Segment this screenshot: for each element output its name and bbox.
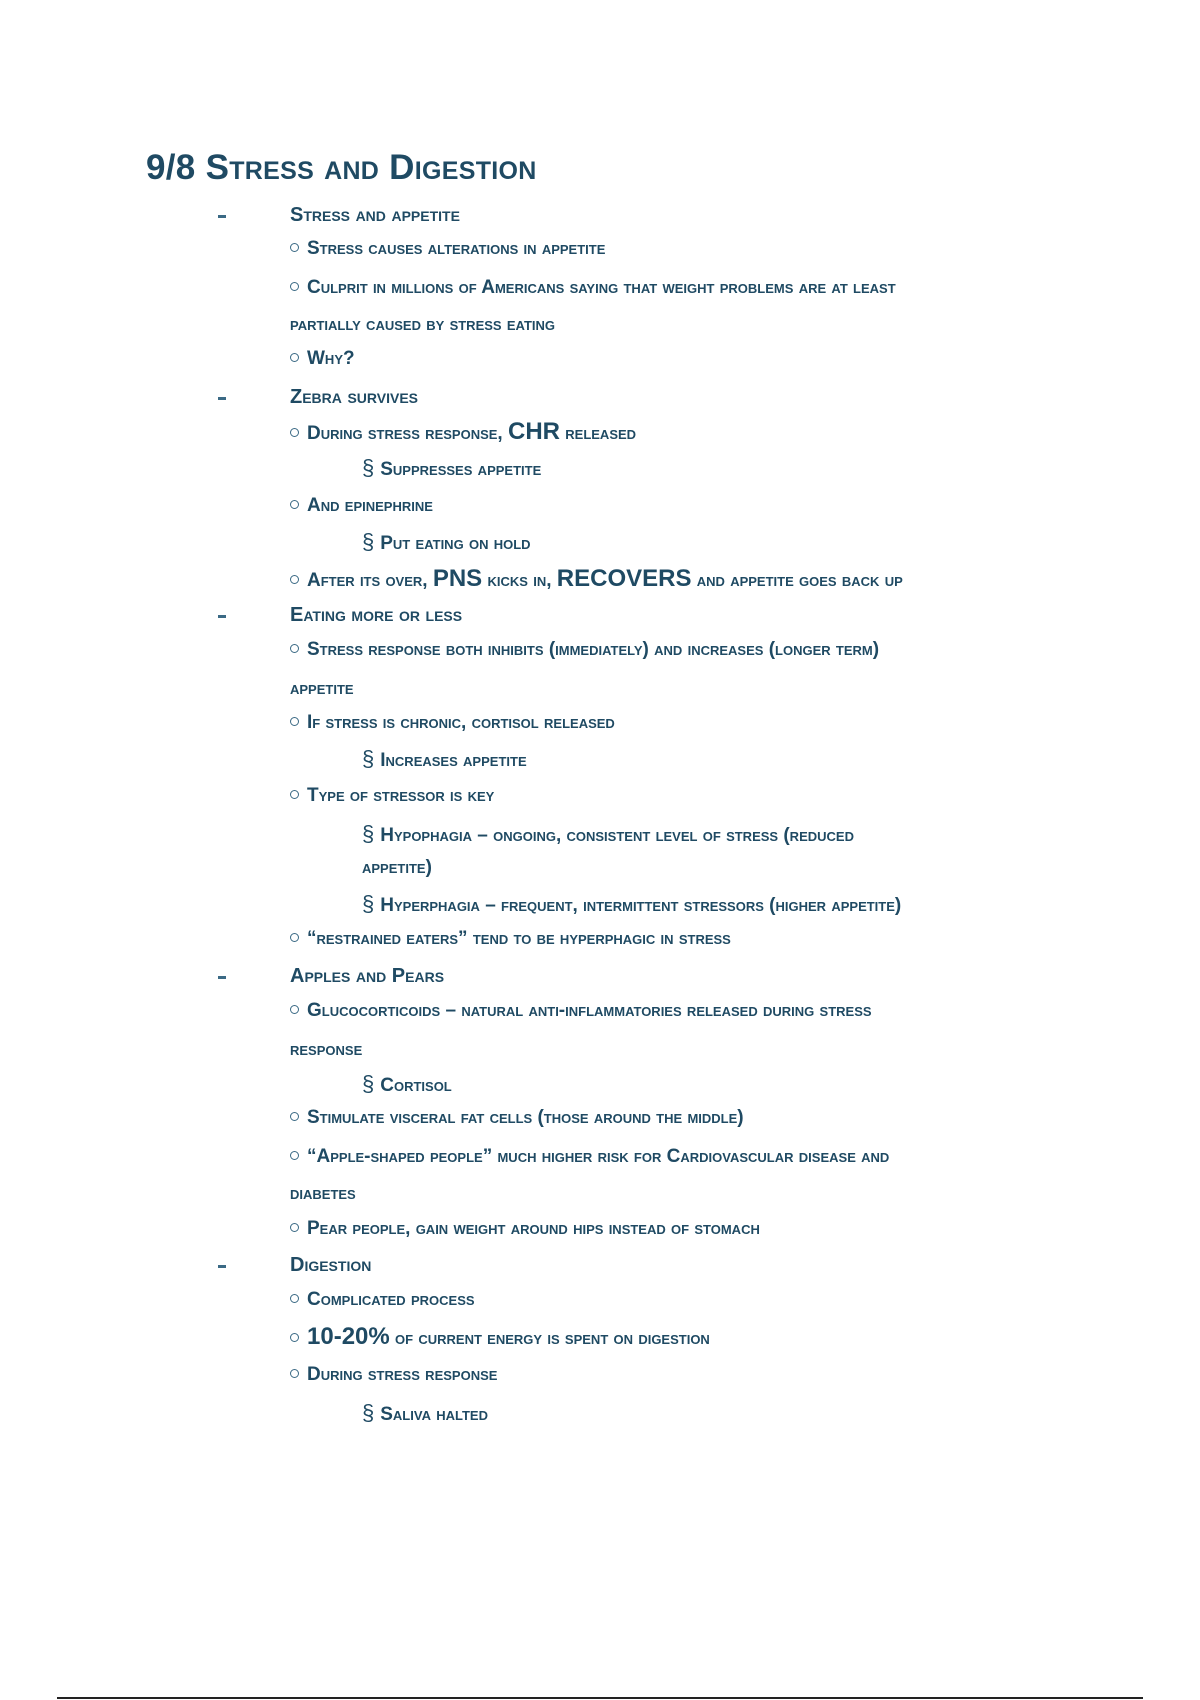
section-sign-icon: § — [362, 1071, 375, 1096]
dash-bullet — [218, 397, 226, 400]
circle-bullet-icon — [290, 1151, 299, 1160]
circle-bullet-icon — [290, 500, 299, 509]
footer-rule — [57, 1697, 1143, 1699]
sub-bullet-item: § Hyperphagia – frequent, intermittent stressors (higher appetite) — [362, 891, 902, 916]
dash-bullet — [218, 615, 226, 618]
section-sign-icon: § — [362, 746, 375, 771]
section-sign-icon: § — [362, 891, 375, 916]
bullet-item: Type of stressor is key — [290, 784, 494, 808]
section-sign-icon: § — [362, 529, 375, 554]
bullet-item: If stress is chronic, cortisol released — [290, 711, 615, 735]
circle-bullet-icon — [290, 644, 299, 653]
dash-bullet — [218, 976, 226, 979]
bullet-item: Pear people, gain weight around hips instead of stomach — [290, 1217, 760, 1241]
section-sign-icon: § — [362, 1400, 375, 1425]
sub-bullet-item: § Increases appetite — [362, 746, 527, 771]
section-heading: Stress and appetite — [290, 204, 460, 226]
bullet-item: During stress response — [290, 1363, 497, 1387]
circle-bullet-icon — [290, 282, 299, 291]
sub-bullet-item: § Hypophagia – ongoing, consistent level of stress (reduced — [362, 821, 854, 846]
section-heading: Apples and Pears — [290, 965, 445, 987]
sub-bullet-continuation: appetite) — [362, 857, 432, 878]
bullet-item: Culprit in millions of Americans saying that weight problems are at least — [290, 276, 896, 300]
bullet-item: Stress causes alterations in appetite — [290, 237, 605, 261]
circle-bullet-icon — [290, 1333, 299, 1342]
page-title: 9/8 Stress and Digestion — [146, 148, 537, 187]
bullet-item: Stress response both inhibits (immediately) and increases (longer term) — [290, 638, 879, 662]
bullet-item: 10-20% of current energy is spent on digestion — [290, 1325, 710, 1351]
bullet-item: Why? — [290, 347, 355, 371]
circle-bullet-icon — [290, 717, 299, 726]
circle-bullet-icon — [290, 1005, 299, 1014]
bullet-continuation: diabetes — [290, 1183, 356, 1204]
bullet-item: During stress response, CHR released — [290, 420, 636, 446]
section-heading: Eating more or less — [290, 604, 463, 626]
circle-bullet-icon — [290, 790, 299, 799]
circle-bullet-icon — [290, 575, 299, 584]
circle-bullet-icon — [290, 243, 299, 252]
circle-bullet-icon — [290, 353, 299, 362]
circle-bullet-icon — [290, 1112, 299, 1121]
circle-bullet-icon — [290, 428, 299, 437]
section-heading: Digestion — [290, 1254, 372, 1276]
circle-bullet-icon — [290, 1223, 299, 1232]
section-heading: Zebra survives — [290, 386, 418, 408]
sub-bullet-item: § Cortisol — [362, 1071, 452, 1096]
bullet-continuation: response — [290, 1039, 363, 1060]
bullet-continuation: appetite — [290, 678, 354, 699]
bullet-item: And epinephrine — [290, 494, 433, 518]
dash-bullet — [218, 215, 226, 218]
sub-bullet-item: § Put eating on hold — [362, 529, 531, 554]
bullet-continuation: partially caused by stress eating — [290, 314, 556, 335]
bullet-item: After its over, PNS kicks in, RECOVERS and appetite goes back up — [290, 567, 903, 593]
section-sign-icon: § — [362, 821, 375, 846]
sub-bullet-item: § Saliva halted — [362, 1400, 488, 1425]
dash-bullet — [218, 1265, 226, 1268]
circle-bullet-icon — [290, 933, 299, 942]
circle-bullet-icon — [290, 1369, 299, 1378]
bullet-item: Glucocorticoids – natural anti-inflammatories released during stress — [290, 999, 872, 1023]
bullet-item: “Apple-shaped people” much higher risk for Cardiovascular disease and — [290, 1145, 889, 1169]
sub-bullet-item: § Suppresses appetite — [362, 455, 542, 480]
section-sign-icon: § — [362, 455, 375, 480]
circle-bullet-icon — [290, 1294, 299, 1303]
bullet-item: Stimulate visceral fat cells (those around the middle) — [290, 1106, 744, 1130]
bullet-item: Complicated process — [290, 1288, 475, 1312]
bullet-item: “restrained eaters” tend to be hyperphagic in stress — [290, 927, 731, 951]
